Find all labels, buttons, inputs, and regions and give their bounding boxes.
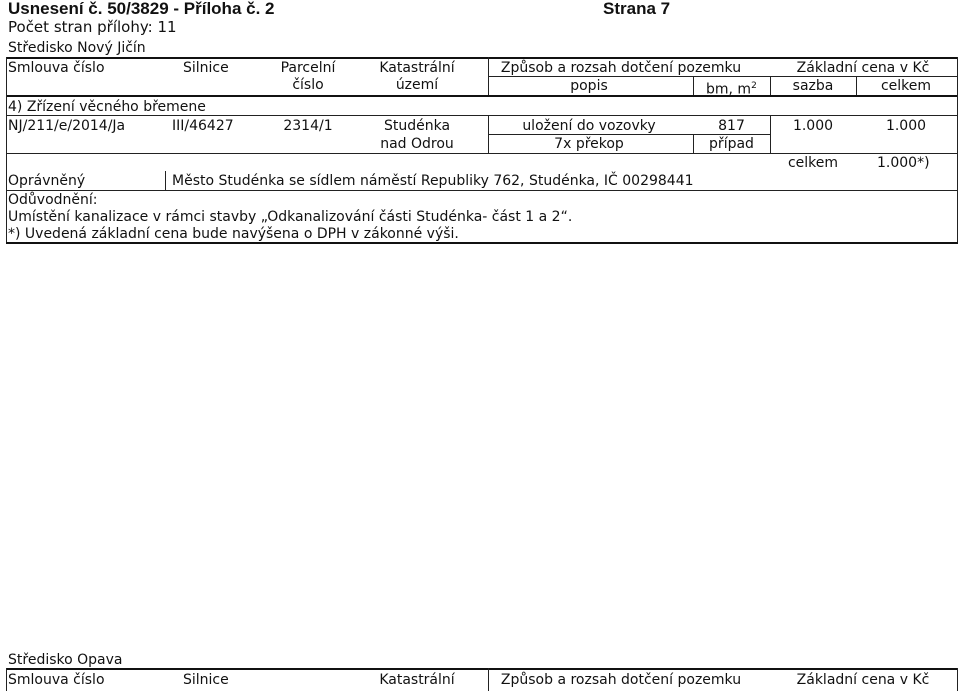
category-title: 4) Zřízení věcného břemene [8,99,206,115]
center-name: Středisko Nový Jičín [8,40,146,56]
table-bottom-border [6,242,958,244]
col-cadastre-line1: Katastrální [379,60,455,76]
scope-quantity-2: případ [709,136,754,152]
vline-total [856,76,857,95]
table-left-border [6,57,7,243]
col-quantity: bm, $m^2$ [706,81,757,98]
col-parcel-line2: číslo [292,77,324,93]
col2-contract-number: Smlouva číslo [8,672,105,688]
grand-total-label: celkem [787,155,839,171]
col2-cadastre: Katastrální [379,672,455,688]
page-number: Strana 7 [603,0,671,18]
cadastre-line1: Studénka [383,118,451,134]
price-note: *) Uvedená základní cena bude navýšena o DPH v zákonné výši. [8,226,459,242]
vline-beneficiary [165,171,166,190]
scope-row-line [488,134,770,135]
col2-road: Silnice [183,672,229,688]
col2-base-price: Základní cena v Kč [796,672,930,688]
vline-scope-row [488,115,489,153]
header-bottom-border [6,95,958,97]
scope-description-1: uložení do vozovky [522,118,656,134]
scope-description-2: 7x překop [554,136,624,152]
col-base-price: Základní cena v Kč [796,60,930,76]
center-name-opava: Středisko Opava [8,652,123,668]
subheader-line [488,76,958,77]
document-title: Usnesení č. 50/3829 - Příloha č. 2 [8,0,275,18]
category-line [6,115,958,116]
vline-quantity [693,76,694,95]
grand-total-value: 1.000*) [877,155,930,171]
col-total: celkem [880,78,932,94]
beneficiary-label: Oprávněný [8,173,86,189]
vline-scope-row-2 [693,134,694,153]
total-value: 1.000 [885,118,927,134]
vline-scope [488,57,489,95]
scope-quantity-1: 817 [718,118,745,134]
road-number: III/46427 [172,118,234,134]
parcel-number: 2314/1 [283,118,333,134]
col-scope: Způsob a rozsah dotčení pozemku [500,60,742,76]
col2-scope: Způsob a rozsah dotčení pozemku [500,672,742,688]
vline-price-row [770,115,771,153]
col-parcel-line1: Parcelní [280,60,336,76]
col-description: popis [570,78,608,94]
justification-text: Umístění kanalizace v rámci stavby „Odkanalizování části Studénka- část 1 a 2“. [8,209,573,225]
beneficiary-value: Město Studénka se sídlem náměstí Republiky 762, Studénka, IČ 00298441 [172,173,694,189]
table-right-border [957,57,958,243]
col-cadastre-line2: území [395,77,439,93]
vline2-scope [488,668,489,691]
vline-price [770,76,771,95]
table2-right-border [957,668,958,691]
cadastre-line2: nad Odrou [380,136,454,152]
row-bottom-line [6,153,958,154]
table-top-border [6,57,958,59]
pages-count: Počet stran přílohy: 11 [8,18,177,36]
col-road: Silnice [183,60,229,76]
rate-value: 1.000 [792,118,834,134]
beneficiary-bottom-line [6,190,958,191]
justification-label: Odůvodnění: [8,192,98,208]
col-contract-number: Smlouva číslo [8,60,105,76]
col-rate: sazba [792,78,834,94]
table2-left-border [6,668,7,691]
table2-top-border [6,668,958,670]
contract-number: NJ/211/e/2014/Ja [8,118,126,134]
